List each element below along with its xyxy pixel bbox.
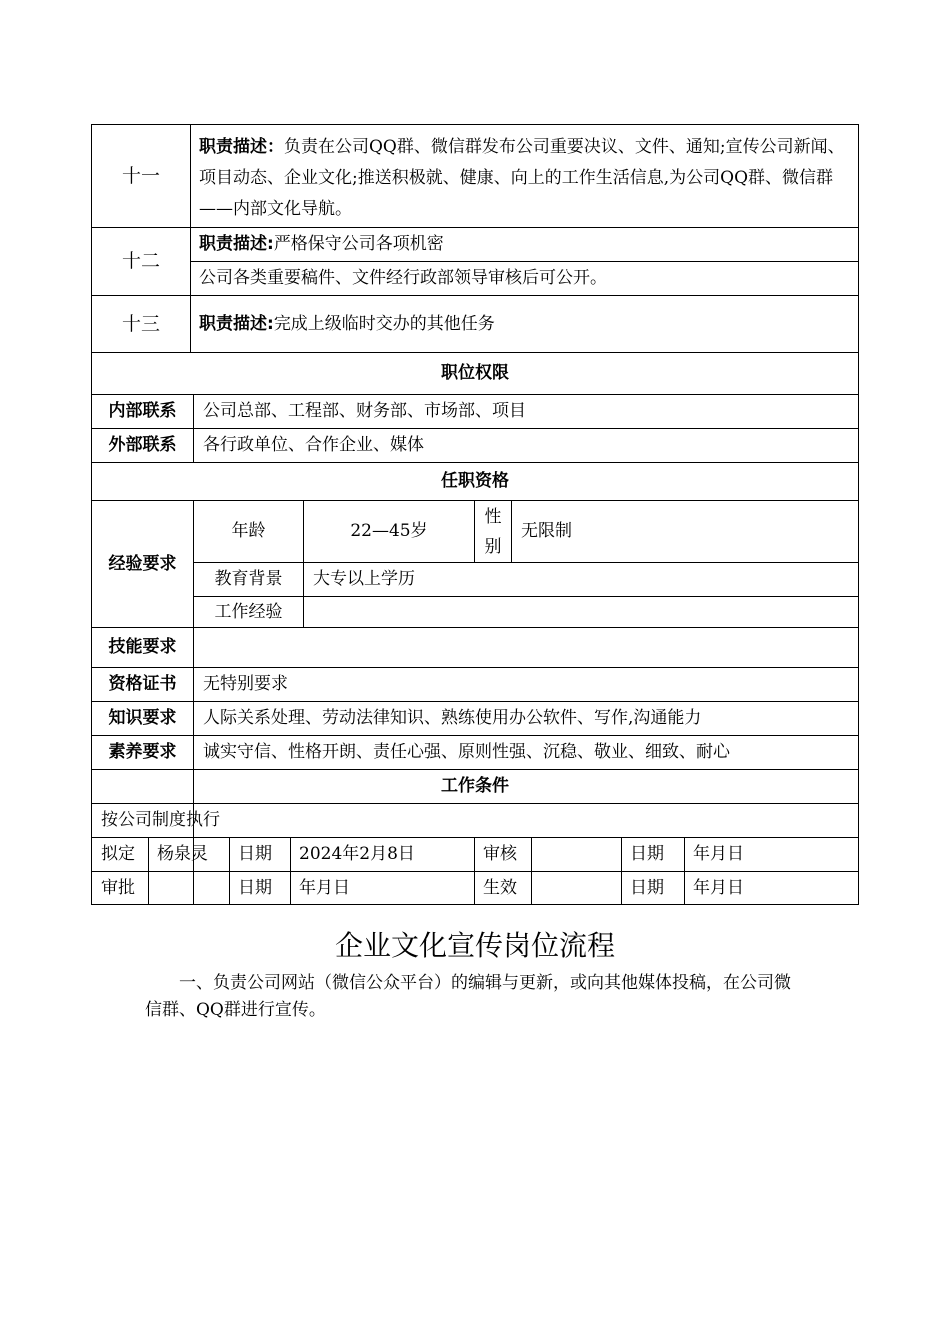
internal-contact-label: 内部联系 xyxy=(108,401,177,422)
approve-label: 审批 xyxy=(101,877,135,898)
duty-label: 职责描述： xyxy=(199,137,284,157)
quality-value: 诚实守信、性格开朗、责任心强、原则性强、沉稳、敬业、细致、耐心 xyxy=(203,742,730,763)
section-header-qualification: 任职资格 xyxy=(441,471,509,492)
duty-text: 严格保守公司各项机密 xyxy=(273,234,444,255)
age-value: 22—45岁 xyxy=(350,521,428,542)
knowledge-value: 人际关系处理、劳动法律知识、熟练使用办公软件、写作,沟通能力 xyxy=(203,708,702,729)
external-contact-label: 外部联系 xyxy=(108,435,177,456)
review-date: 年月日 xyxy=(693,844,744,865)
duty-extra-text: 公司各类重要稿件、文件经行政部领导审核后可公开。 xyxy=(199,268,607,289)
process-paragraph: 一、负责公司网站（微信公众平台）的编辑与更新，或向其他媒体投稿，在公司微信群、QQ群进行宣传。 xyxy=(145,973,791,1020)
duty-number: 十一 xyxy=(121,164,160,187)
review-label: 审核 xyxy=(483,844,517,865)
education-value: 大专以上学历 xyxy=(313,569,415,590)
gender-label: 性别 xyxy=(484,506,502,557)
drafted-date: 2024年2月8日 xyxy=(299,844,415,865)
date-label: 日期 xyxy=(630,844,664,865)
internal-contact-value: 公司总部、工程部、财务部、市场部、项目 xyxy=(203,401,526,422)
work-experience-label: 工作经验 xyxy=(214,601,283,622)
education-label: 教育背景 xyxy=(214,569,283,590)
duty-description xyxy=(199,132,855,224)
quality-label: 素养要求 xyxy=(108,742,177,763)
age-label: 年龄 xyxy=(231,521,266,542)
section-header-conditions: 工作条件 xyxy=(441,776,509,797)
date-label: 日期 xyxy=(238,844,272,865)
duty-text: 完成上级临时交办的其他任务 xyxy=(273,313,495,334)
certificate-label: 资格证书 xyxy=(108,674,177,695)
knowledge-label: 知识要求 xyxy=(108,708,177,729)
certificate-value: 无特别要求 xyxy=(203,674,288,695)
approve-date: 年月日 xyxy=(299,877,350,898)
effective-date: 年月日 xyxy=(693,877,744,898)
effective-by xyxy=(540,872,621,904)
date-label: 日期 xyxy=(630,877,664,898)
drafted-by: 杨泉灵 xyxy=(157,844,208,865)
duty-label: 职责描述: xyxy=(199,234,274,255)
drafted-label: 拟定 xyxy=(101,844,135,865)
date-label: 日期 xyxy=(238,877,272,898)
duty-number: 十三 xyxy=(121,312,160,335)
duty-number: 十二 xyxy=(121,250,160,273)
duty-label: 职责描述: xyxy=(199,313,274,334)
external-contact-value: 各行政单位、合作企业、媒体 xyxy=(203,435,424,456)
experience-label: 经验要求 xyxy=(108,553,177,574)
effective-label: 生效 xyxy=(483,877,517,898)
duty-description xyxy=(199,296,855,352)
gender-value: 无限制 xyxy=(521,521,572,542)
skill-label: 技能要求 xyxy=(108,637,177,658)
conditions-value: 按公司制度执行 xyxy=(101,810,220,831)
process-title: 企业文化宣传岗位流程 xyxy=(334,929,615,962)
approve-by xyxy=(157,872,229,904)
duty-text: 负责在公司QQ群、微信群发布公司重要决议、文件、通知;宣传公司新闻、项目动态、企业文化;推送积极就、健康、向上的工作生活信息,为公司QQ群、微信群——内部文化导航。 xyxy=(199,137,845,219)
section-header-authority: 职位权限 xyxy=(441,363,509,384)
skill-value xyxy=(203,628,853,667)
work-experience-value xyxy=(313,597,853,627)
review-by xyxy=(540,838,621,871)
duty-description xyxy=(199,228,855,261)
